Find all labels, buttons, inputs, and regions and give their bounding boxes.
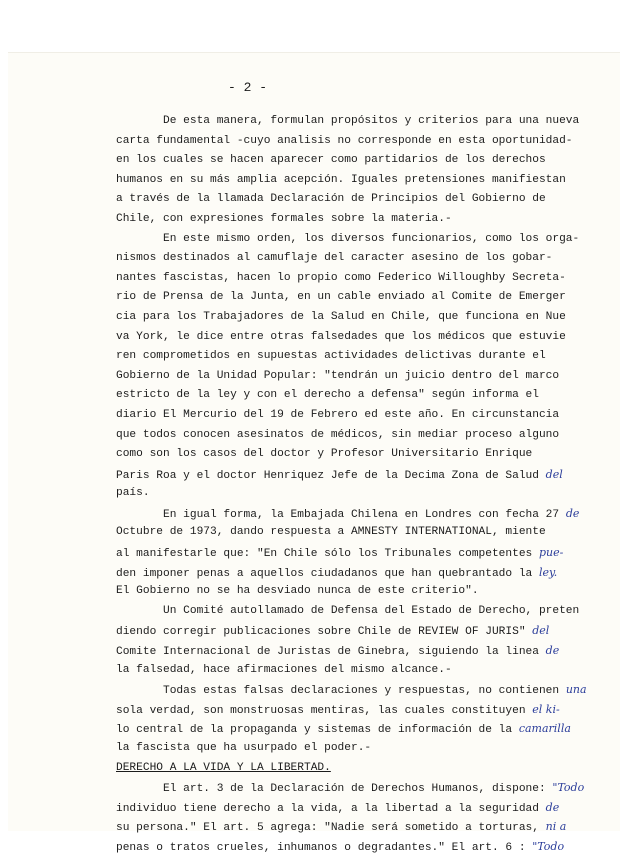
- handwritten-annotation: del: [532, 624, 550, 638]
- typed-text: en los cuales se hacen aparecer como partidarios de los derechos: [116, 154, 546, 167]
- text-line: [116, 288, 588, 308]
- typed-text: penas o tratos crueles, inhumanos o degradantes." El art. 6 :: [116, 841, 533, 854]
- typed-text: Paris Roa y el doctor Henriquez Jefe de la Decima Zona de Salud: [116, 469, 546, 482]
- text-line: [116, 308, 588, 328]
- typed-text: diendo corregir publicaciones sobre Chile de REVIEW OF JURIS": [116, 626, 533, 639]
- text-line: [116, 406, 588, 426]
- typed-text: como son los casos del doctor y Profesor Universitario Enrique: [116, 448, 533, 461]
- text-line: [116, 661, 588, 681]
- text-line: [116, 210, 588, 230]
- typed-text: estricto de la ley y con el derecho a defensa" según informa el: [116, 389, 539, 402]
- text-line: [116, 190, 588, 210]
- typed-text: va York, le dice entre otras falsedades que los médicos que estuvie: [116, 330, 566, 343]
- typed-text: ren comprometidos en supuestas actividades delictivas durante el: [116, 350, 546, 363]
- text-line: [116, 465, 588, 485]
- text-line: [116, 132, 588, 152]
- handwritten-annotation: "Todo: [552, 781, 585, 795]
- text-line: [116, 602, 588, 622]
- text-line: [116, 582, 588, 602]
- text-line: [116, 171, 588, 191]
- text-line: [116, 386, 588, 406]
- text-line: [116, 230, 588, 250]
- typed-text: la falsedad, hace afirmaciones del mismo alcance.-: [116, 663, 452, 676]
- text-line: [116, 504, 588, 524]
- text-line: [116, 719, 588, 739]
- text-line: [116, 367, 588, 387]
- typed-text: Chile, con expresiones formales sobre la materia.-: [116, 212, 452, 225]
- typed-text: su persona." El art. 5 agrega: "Nadie será sometido a torturas,: [116, 822, 546, 835]
- text-line: [116, 739, 588, 759]
- typed-text: cia para los Trabajadores de la Salud en Chile, que funciona en Nue: [116, 310, 566, 323]
- text-line: [116, 759, 588, 779]
- typed-text: Octubre de 1973, dando respuesta a AMNESTY INTERNATIONAL, miente: [116, 526, 546, 539]
- typed-text: Todas estas falsas declaraciones y respuestas, no contienen: [116, 685, 566, 698]
- handwritten-annotation: ni a: [545, 820, 567, 834]
- typed-text: Gobierno de la Unidad Popular: "tendrán un juicio dentro del marco: [116, 369, 560, 382]
- typed-text: país.: [116, 487, 150, 500]
- typed-text: El Gobierno no se ha desviado nunca de este criterio".: [116, 585, 479, 598]
- typed-text: a través de la llamada Declaración de Principios del Gobierno de: [116, 193, 546, 206]
- typed-text: sola verdad, son monstruosas mentiras, las cuales constituyen: [116, 704, 533, 717]
- text-line: [116, 680, 588, 700]
- text-line: [116, 621, 588, 641]
- text-line: [116, 328, 588, 348]
- typed-text: individuo tiene derecho a la vida, a la libertad a la seguridad: [116, 802, 546, 815]
- typed-text: En igual forma, la Embajada Chilena en Londres con fecha 27: [116, 508, 566, 521]
- text-line: [116, 543, 588, 563]
- text-line: [116, 445, 588, 465]
- document-body: [116, 112, 588, 857]
- handwritten-annotation: una: [565, 683, 587, 697]
- handwritten-annotation: camarilla: [518, 722, 571, 736]
- handwritten-annotation: de: [545, 800, 560, 814]
- section-heading: DERECHO A LA VIDA Y LA LIBERTAD.: [116, 761, 331, 774]
- typed-text: Comite Internacional de Juristas de Ginebra, siguiendo la linea: [116, 646, 546, 659]
- text-line: [116, 523, 588, 543]
- text-line: [116, 249, 588, 269]
- text-line: [116, 269, 588, 289]
- handwritten-annotation: pue-: [538, 546, 564, 560]
- text-line: [116, 778, 588, 798]
- handwritten-annotation: el ki-: [532, 702, 560, 716]
- typed-text: Un Comité autollamado de Defensa del Estado de Derecho, preten: [116, 604, 580, 617]
- text-line: [116, 563, 588, 583]
- text-line: [116, 817, 588, 837]
- text-line: [116, 112, 588, 132]
- handwritten-annotation: "Todo: [532, 839, 565, 853]
- typed-text: la fascista que ha usurpado el poder.-: [116, 742, 372, 754]
- handwritten-annotation: de: [545, 644, 560, 658]
- handwritten-annotation: del: [545, 467, 563, 481]
- text-line: [116, 798, 588, 818]
- text-line: [116, 484, 588, 504]
- typed-text: carta fundamental -cuyo analisis no corresponde en esta oportunidad-: [116, 134, 573, 147]
- typed-text: lo central de la propaganda y sistemas de información de la: [116, 724, 519, 737]
- text-line: [116, 151, 588, 171]
- typed-text: rio de Prensa de la Junta, en un cable enviado al Comite de Emerger: [116, 291, 566, 304]
- typed-text: que todos conocen asesinatos de médicos, sin mediar proceso alguno: [116, 428, 560, 441]
- text-line: [116, 426, 588, 446]
- text-line: [116, 347, 588, 367]
- text-line: [116, 641, 588, 661]
- page-number: - 2 -: [228, 80, 268, 95]
- typed-text: al manifestarle que: "En Chile sólo los Tribunales competentes: [116, 548, 539, 561]
- text-line: [116, 837, 588, 857]
- handwritten-annotation: de: [565, 506, 580, 520]
- typed-text: El art. 3 de la Declaración de Derechos Humanos, dispone:: [116, 783, 553, 796]
- typed-text: nantes fascistas, hacen lo propio como Federico Willoughby Secreta-: [116, 271, 566, 284]
- typed-text: den imponer penas a aquellos ciudadanos que han quebrantado la: [116, 567, 539, 580]
- typed-text: nismos destinados al camuflaje del caracter asesino de los gobar-: [116, 252, 553, 265]
- typed-text: De esta manera, formulan propósitos y criterios para una nueva: [116, 115, 580, 127]
- typed-text: En este mismo orden, los diversos funcionarios, como los orga-: [116, 232, 580, 245]
- text-line: [116, 700, 588, 720]
- handwritten-annotation: ley.: [538, 565, 558, 579]
- typed-text: diario El Mercurio del 19 de Febrero ed este año. En circunstancia: [116, 408, 560, 421]
- typed-text: humanos en su más amplia acepción. Iguales pretensiones manifiestan: [116, 173, 566, 186]
